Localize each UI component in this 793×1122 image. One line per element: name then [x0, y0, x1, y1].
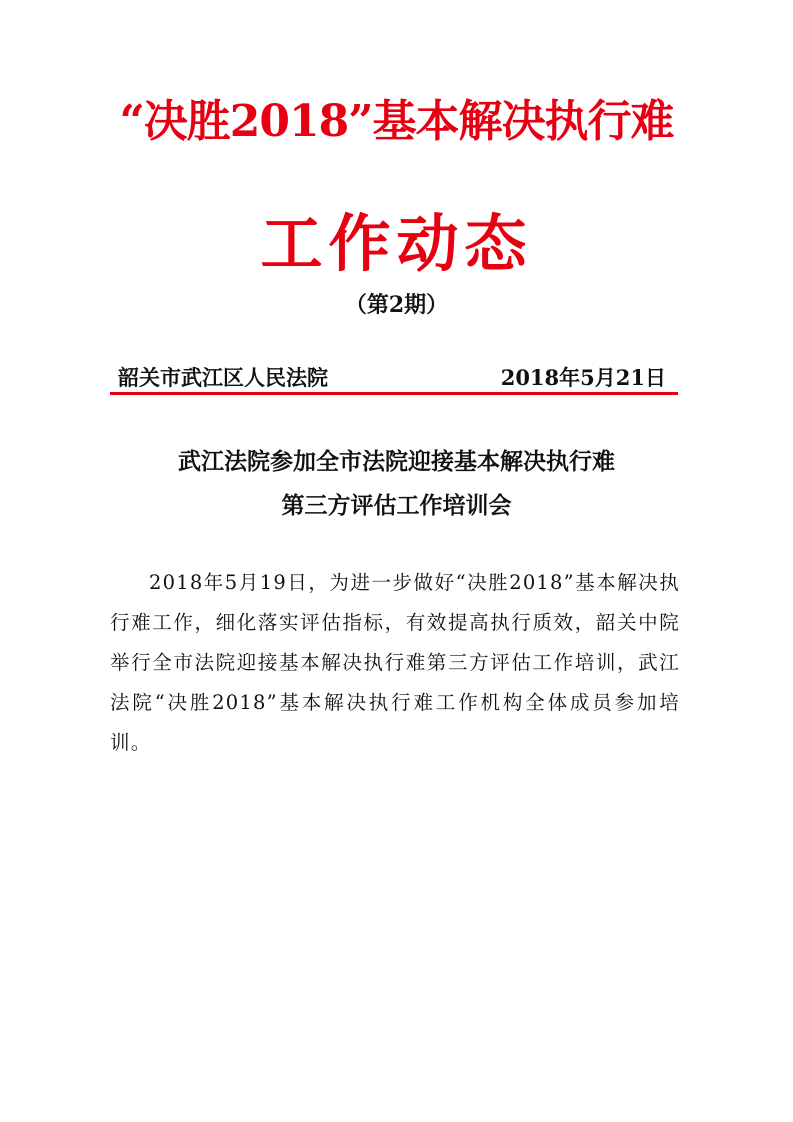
masthead-title: “决胜2018”基本解决执行难: [119, 96, 674, 147]
article-title-line-1: 武江法院参加全市法院迎接基本解决执行难: [178, 448, 615, 475]
article-body-paragraph: 2018年5月19日，为进一步做好“决胜2018”基本解决执行难工作，细化落实评估指标，有效提高执行质效，韶关中院举行全市法院迎接基本解决执行难第三方评估工作培训，武江法院“决胜2018”基本解决执行难工作机构全体成员参加培训。: [110, 571, 680, 754]
issue-number: （第2期）: [344, 292, 449, 318]
header-divider: [110, 392, 678, 395]
publish-date: 2018年5月21日: [500, 365, 666, 390]
masthead-subtitle: 工作动态: [260, 207, 533, 280]
publisher-name: 韶关市武江区人民法院: [118, 365, 328, 390]
article-title-line-2: 第三方评估工作培训会: [281, 492, 512, 519]
